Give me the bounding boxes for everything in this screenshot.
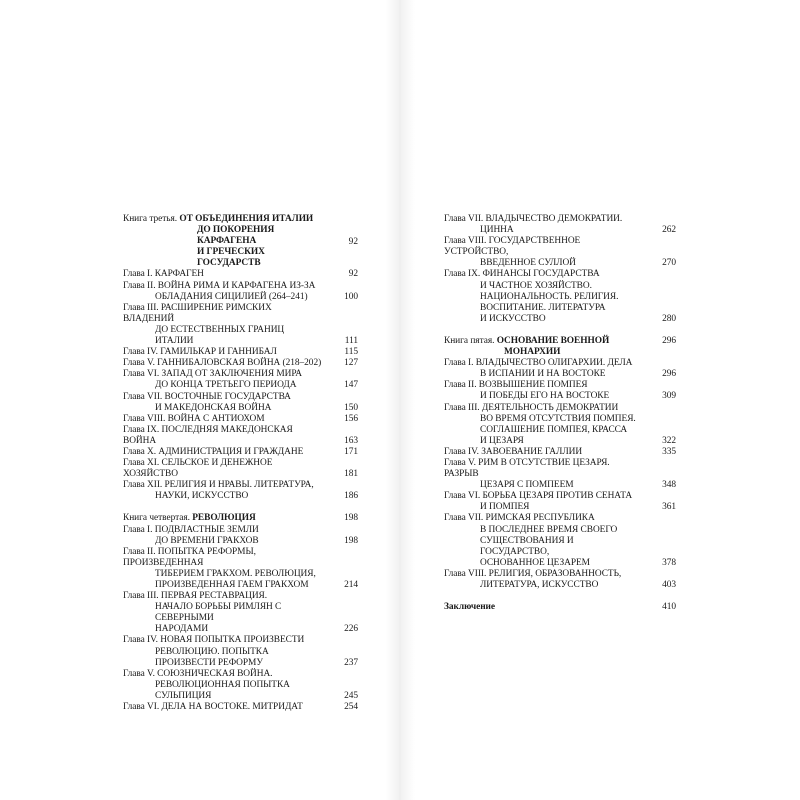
chapter-page-number: 100 <box>344 291 358 302</box>
book-5-page: 296 <box>662 336 676 347</box>
chapter-title: Глава XII. РЕЛИГИЯ И НРАВЫ. ЛИТЕРАТУРА, <box>123 480 314 491</box>
toc-chapter-entry <box>123 547 358 591</box>
chapter-page-number: 226 <box>344 624 358 635</box>
chapter-title-continued: ПРОИЗВЕСТИ РЕФОРМУ <box>155 657 263 668</box>
toc-chapter-entry <box>123 269 358 280</box>
toc-chapter-entry <box>444 458 676 491</box>
chapter-title: Глава IX. ПОСЛЕДНЯЯ МАКЕДОНСКАЯ ВОЙНА <box>123 424 293 446</box>
conclusion-page: 410 <box>662 602 676 613</box>
chapter-page-number: 296 <box>662 369 676 380</box>
toc-chapter-entry <box>123 281 358 303</box>
chapter-title-continued: ВВЕДЕННОЕ СУЛЛОЙ <box>480 258 576 269</box>
chapter-title-continued: НАЦИОНАЛЬНОСТЬ. РЕЛИГИЯ. <box>480 291 619 302</box>
chapter-page-number: 245 <box>344 690 358 701</box>
chapter-title: Глава VIII. ГОСУДАРСТВЕННОЕ УСТРОЙСТВО, <box>444 236 581 258</box>
chapter-title-continued: ОБЛАДАНИЯ СИЦИЛИЕЙ (264–241) <box>155 291 308 302</box>
book-4-chapter-list <box>123 525 358 714</box>
book-4-title: РЕВОЛЮЦИЯ <box>192 513 256 524</box>
chapter-title-continued: ЦЕЗАРЯ С ПОМПЕЕМ <box>480 480 574 491</box>
chapter-title: Глава II. ПОПЫТКА РЕФОРМЫ, ПРОИЗВЕДЕННАЯ <box>123 546 256 568</box>
toc-chapter-entry <box>123 358 358 369</box>
toc-left-column <box>123 214 358 713</box>
chapter-title: Глава VII. ВЛАДЫЧЕСТВО ДЕМОКРАТИИ. <box>444 214 623 224</box>
chapter-title-continued: И ИСКУССТВО <box>480 313 546 324</box>
chapter-title-continued: В ПОСЛЕДНЕЕ ВРЕМЯ СВОЕГО <box>480 524 618 535</box>
chapter-title-continued: И ЦЕЗАРЯ <box>480 435 524 446</box>
chapter-page-number: 147 <box>344 380 358 391</box>
chapter-title-continued: ПРОИЗВЕДЕННАЯ ГАЕМ ГРАКХОМ <box>155 580 309 590</box>
chapter-title-continued: НАЧАЛО БОРЬБЫ РИМЛЯН С СЕВЕРНЫМИ <box>155 602 282 624</box>
book-3-title-line-1: ОТ ОБЪЕДИНЕНИЯ ИТАЛИИ <box>179 214 314 224</box>
chapter-title-continued: НАУКИ, ИСКУССТВО <box>155 491 249 502</box>
toc-chapter-entry <box>444 569 676 591</box>
book-4-page: 198 <box>344 513 358 524</box>
book-4-prefix: Книга четвертая. <box>123 513 193 524</box>
chapter-title: Глава V. ГАННИБАЛОВСКАЯ ВОЙНА (218–202) <box>123 358 322 369</box>
toc-chapter-entry <box>123 635 358 668</box>
chapter-title: Глава V. СОЮЗНИЧЕСКАЯ ВОЙНА. <box>123 668 273 679</box>
chapter-page-number: 348 <box>662 480 676 491</box>
book-3-chapter-list <box>123 269 358 502</box>
chapter-page-number: 111 <box>344 336 358 347</box>
chapter-title: Глава I. КАРФАГЕН <box>123 269 204 280</box>
toc-chapter-entry <box>123 447 358 458</box>
chapter-page-number: 150 <box>344 402 358 413</box>
chapter-page-number: 127 <box>344 358 358 369</box>
chapter-title-continued: ДО КОНЦА ТРЕТЬЕГО ПЕРИОДА <box>155 380 297 391</box>
chapter-page-number: 309 <box>662 391 676 402</box>
toc-right-column <box>444 214 676 613</box>
chapter-title: Глава II. ВОЗВЫШЕНИЕ ПОМПЕЯ <box>444 380 588 391</box>
conclusion-title: Заключение <box>444 602 496 613</box>
chapter-title: Глава IV. ГАМИЛЬКАР И ГАННИБАЛ <box>123 347 277 358</box>
book-3-prefix: Книга третья. <box>123 214 180 224</box>
chapter-page-number: 92 <box>348 269 358 280</box>
chapter-title-continued: И ЧАСТНОЕ ХОЗЯЙСТВО. <box>480 280 592 291</box>
chapter-title: Глава IV. ЗАВОЕВАНИЕ ГАЛЛИИ <box>444 446 583 457</box>
chapter-page-number: 171 <box>344 446 358 457</box>
chapter-title: Глава X. АДМИНИСТРАЦИЯ И ГРАЖДАНЕ <box>123 446 304 457</box>
chapter-title-continued: ДО ВРЕМЕНИ ГРАКХОВ <box>155 535 259 546</box>
chapter-page-number: 270 <box>662 258 676 269</box>
chapter-title: Глава XI. СЕЛЬСКОЕ И ДЕНЕЖНОЕ ХОЗЯЙСТВО <box>123 458 273 480</box>
toc-chapter-entry <box>444 491 676 513</box>
toc-chapter-entry <box>123 480 358 502</box>
chapter-title-continued: СОГЛАШЕНИЕ ПОМПЕЯ, КРАССА <box>480 424 628 435</box>
chapter-title-continued: И ПОБЕДЫ ЕГО НА ВОСТОКЕ <box>480 391 610 402</box>
book-4-continued-chapter-list <box>444 214 676 325</box>
toc-chapter-entry <box>444 447 676 458</box>
book-3-title-line-3: И ГРЕЧЕСКИХ ГОСУДАРСТВ <box>197 247 265 269</box>
chapter-title: Глава VI. ЗАПАД ОТ ЗАКЛЮЧЕНИЯ МИРА <box>123 369 303 380</box>
toc-chapter-entry <box>444 513 676 568</box>
chapter-title-continued: ЛИТЕРАТУРА, ИСКУССТВО <box>480 580 599 590</box>
chapter-title: Глава VI. ДЕЛА НА ВОСТОКЕ. МИТРИДАТ <box>123 702 303 713</box>
toc-book-5 <box>444 336 676 358</box>
toc-chapter-entry <box>123 702 358 713</box>
chapter-title: Глава III. РАСШИРЕНИЕ РИМСКИХ ВЛАДЕНИЙ <box>123 302 272 324</box>
chapter-title: Глава VII. ВОСТОЧНЫЕ ГОСУДАРСТВА <box>123 391 291 402</box>
toc-chapter-entry <box>444 403 676 447</box>
chapter-title: Глава I. ВЛАДЫЧЕСТВО ОЛИГАРХИИ. ДЕЛА <box>444 358 633 369</box>
chapter-title: Глава IV. НОВАЯ ПОПЫТКА ПРОИЗВЕСТИ <box>123 635 305 646</box>
book-3-title-line-2: ДО ПОКОРЕНИЯ КАРФАГЕНА <box>197 225 275 247</box>
chapter-page-number: 378 <box>662 557 676 568</box>
chapter-title-continued: ВОСПИТАНИЕ. ЛИТЕРАТУРА <box>480 302 606 313</box>
book-3-page: 92 <box>348 237 358 247</box>
chapter-title-continued: ЦИННА <box>480 225 514 236</box>
chapter-title-continued: В ИСПАНИИ И НА ВОСТОКЕ <box>480 369 606 380</box>
chapter-title-continued: ОСНОВАННОЕ ЦЕЗАРЕМ <box>480 557 590 568</box>
chapter-title-continued: СУЩЕСТВОВАНИЯ И ГОСУДАРСТВО, <box>480 535 574 557</box>
chapter-title: Глава I. ПОДВЛАСТНЫЕ ЗЕМЛИ <box>123 524 259 535</box>
chapter-title: Глава VIII. ВОЙНА С АНТИОХОМ <box>123 413 265 424</box>
book-5-title-line-1: ОСНОВАНИЕ ВОЕННОЙ <box>496 335 610 346</box>
chapter-title-continued: НАРОДАМИ <box>155 624 209 635</box>
toc-chapter-entry <box>444 214 676 236</box>
toc-chapter-entry <box>123 425 358 447</box>
book-5-chapter-list <box>444 358 676 591</box>
chapter-title-continued: РЕВОЛЮЦИОННАЯ ПОПЫТКА <box>155 679 290 690</box>
chapter-title-continued: И ПОМПЕЯ <box>480 502 530 513</box>
book-5-title-line-2: МОНАРХИИ <box>504 347 561 358</box>
chapter-title: Глава VIII. РЕЛИГИЯ, ОБРАЗОВАННОСТЬ, <box>444 568 622 579</box>
toc-chapter-entry <box>444 358 676 380</box>
toc-chapter-entry <box>123 369 358 391</box>
chapter-title: Глава VII. РИМСКАЯ РЕСПУБЛИКА <box>444 513 595 524</box>
chapter-title-continued: ВО ВРЕМЯ ОТСУТСТВИЯ ПОМПЕЯ. <box>480 413 636 424</box>
toc-chapter-entry <box>123 414 358 425</box>
chapter-page-number: 163 <box>344 435 358 446</box>
chapter-page-number: 403 <box>662 580 676 590</box>
chapter-page-number: 115 <box>344 347 358 358</box>
chapter-page-number: 361 <box>662 502 676 513</box>
chapter-title-continued: ТИБЕРИЕМ ГРАКХОМ. РЕВОЛЮЦИЯ, <box>155 568 316 579</box>
toc-book-4 <box>123 513 358 524</box>
toc-book-3 <box>123 214 358 269</box>
chapter-title: Глава V. РИМ В ОТСУТСТВИЕ ЦЕЗАРЯ. РАЗРЫВ <box>444 457 610 480</box>
chapter-title: Глава II. ВОЙНА РИМА И КАРФАГЕНА ИЗ-ЗА <box>123 280 316 291</box>
chapter-page-number: 262 <box>662 225 676 236</box>
chapter-page-number: 322 <box>662 435 676 446</box>
toc-chapter-entry <box>444 236 676 269</box>
book-gutter <box>385 0 415 800</box>
toc-chapter-entry <box>444 269 676 324</box>
chapter-title-continued: СУЛЬПИЦИЯ <box>155 690 212 701</box>
toc-chapter-entry <box>123 303 358 347</box>
book-5-prefix: Книга пятая. <box>444 335 497 346</box>
chapter-page-number: 156 <box>344 413 358 424</box>
toc-chapter-entry <box>123 392 358 414</box>
chapter-title: Глава IX. ФИНАНСЫ ГОСУДАРСТВА <box>444 269 600 280</box>
chapter-title: Глава III. ПЕРВАЯ РЕСТАВРАЦИЯ. <box>123 591 268 602</box>
toc-chapter-entry <box>123 458 358 480</box>
chapter-title: Глава III. ДЕЯТЕЛЬНОСТЬ ДЕМОКРАТИИ <box>444 402 619 413</box>
chapter-page-number: 186 <box>344 491 358 502</box>
toc-chapter-entry <box>123 347 358 358</box>
toc-chapter-entry <box>123 525 358 547</box>
toc-chapter-entry <box>123 669 358 702</box>
chapter-page-number: 237 <box>344 657 358 668</box>
chapter-page-number: 335 <box>662 446 676 457</box>
chapter-title-continued: РЕВОЛЮЦИЮ. ПОПЫТКА <box>155 646 269 657</box>
chapter-page-number: 254 <box>344 702 358 713</box>
toc-chapter-entry <box>123 591 358 635</box>
chapter-title-continued: ДО ЕСТЕСТВЕННЫХ ГРАНИЦ ИТАЛИИ <box>155 324 285 347</box>
toc-chapter-entry <box>444 380 676 402</box>
chapter-page-number: 181 <box>344 469 358 480</box>
chapter-page-number: 280 <box>662 313 676 324</box>
chapter-page-number: 214 <box>344 580 358 590</box>
chapter-page-number: 198 <box>344 535 358 546</box>
chapter-title-continued: И МАКЕДОНСКАЯ ВОЙНА <box>155 402 272 413</box>
chapter-title: Глава VI. БОРЬБА ЦЕЗАРЯ ПРОТИВ СЕНАТА <box>444 491 633 502</box>
toc-conclusion <box>444 602 676 613</box>
